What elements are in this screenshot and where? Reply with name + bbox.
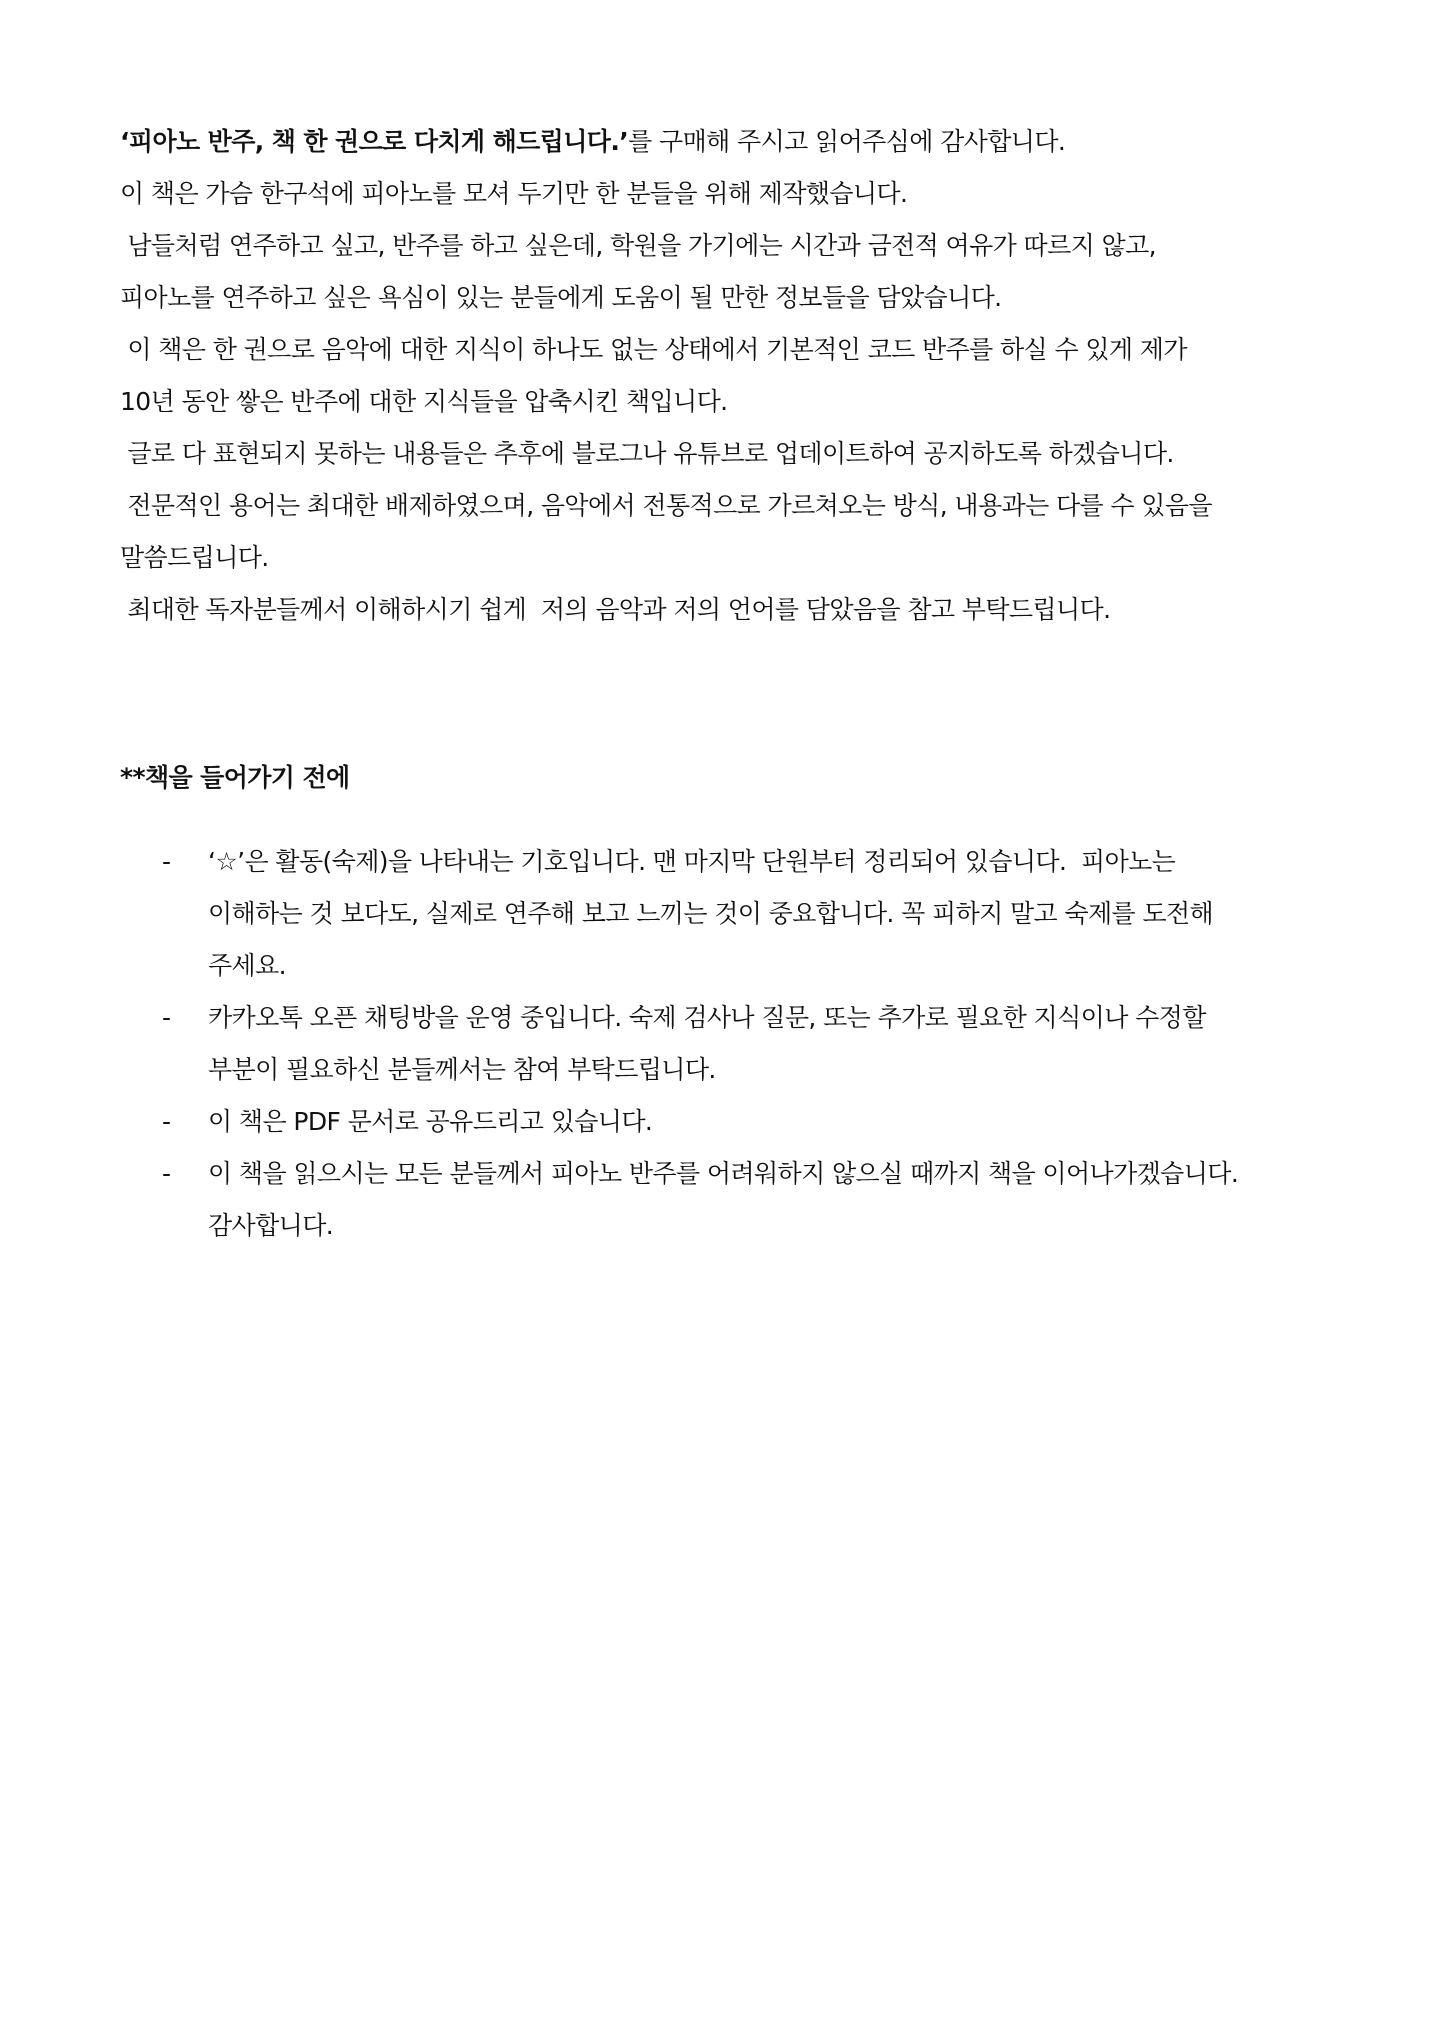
intro-line: 10년 동안 쌓은 반주에 대한 지식들을 압축시킨 책입니다. [120,387,728,416]
bullet-dash: - [162,847,172,876]
book-title: ‘피아노 반주, 책 한 권으로 다치게 해드립니다.’ [120,127,629,156]
section-heading [120,752,1320,804]
list-item-line: 이 책은 PDF 문서로 공유드리고 있습니다. [208,1107,653,1136]
intro-line: 글로 다 표현되지 못하는 내용들은 추후에 블로그나 유튜브로 업데이트하여 공지하도록 하겠습니다. [120,439,1174,468]
bullet-dash: - [162,1107,172,1136]
intro-line: 이 책은 한 권으로 음악에 대한 지식이 하나도 없는 상태에서 기본적인 코드 반주를 하실 수 있게 제가 [120,335,1187,364]
intro-line: 말씀드립니다. [120,543,269,572]
list-item-line: 부분이 필요하신 분들께서는 참여 부탁드립니다. [208,1055,716,1084]
intro-line-title [120,116,1320,168]
bullet-list [120,836,1320,1252]
list-item [120,836,1320,992]
list-item [120,992,1320,1096]
intro-paragraphs [120,116,1320,636]
list-item-line: 이해하는 것 보다도, 실제로 연주해 보고 느끼는 것이 중요합니다. 꼭 피하지 말고 숙제를 도전해 [208,899,1214,928]
list-item-line: 이 책을 읽으시는 모든 분들께서 피아노 반주를 어려워하지 않으실 때까지 책을 이어나가겠습니다. [208,1159,1239,1188]
intro-line: 전문적인 용어는 최대한 배제하였으며, 음악에서 전통적으로 가르쳐오는 방식, 내용과는 다를 수 있음을 [120,491,1212,520]
intro-line: 피아노를 연주하고 싶은 욕심이 있는 분들에게 도움이 될 만한 정보들을 담았습니다. [120,283,1002,312]
intro-line: 이 책은 가슴 한구석에 피아노를 모셔 두기만 한 분들을 위해 제작했습니다. [120,179,908,208]
list-item-line: 주세요. [208,951,286,980]
list-item [120,1096,1320,1148]
intro-line: 최대한 독자분들께서 이해하시기 쉽게 저의 음악과 저의 언어를 담았음을 참고 부탁드립니다. [120,595,1111,624]
list-item-line: 카카오톡 오픈 채팅방을 운영 중입니다. 숙제 검사나 질문, 또는 추가로 필요한 지식이나 수정할 [208,1003,1206,1032]
section-title: **책을 들어가기 전에 [120,763,350,792]
bullet-dash: - [162,1159,172,1188]
intro-title-rest: 를 구매해 주시고 읽어주심에 감사합니다. [628,127,1066,156]
intro-line: 남들처럼 연주하고 싶고, 반주를 하고 싶은데, 학원을 가기에는 시간과 금전적 여유가 따르지 않고, [120,231,1157,260]
list-item-line: 감사합니다. [208,1211,334,1240]
list-item-line: ‘☆’은 활동(숙제)을 나타내는 기호입니다. 맨 마지막 단원부터 정리되어 있습니다. 피아노는 [208,847,1176,876]
bullet-dash: - [162,1003,172,1032]
list-item [120,1148,1320,1252]
